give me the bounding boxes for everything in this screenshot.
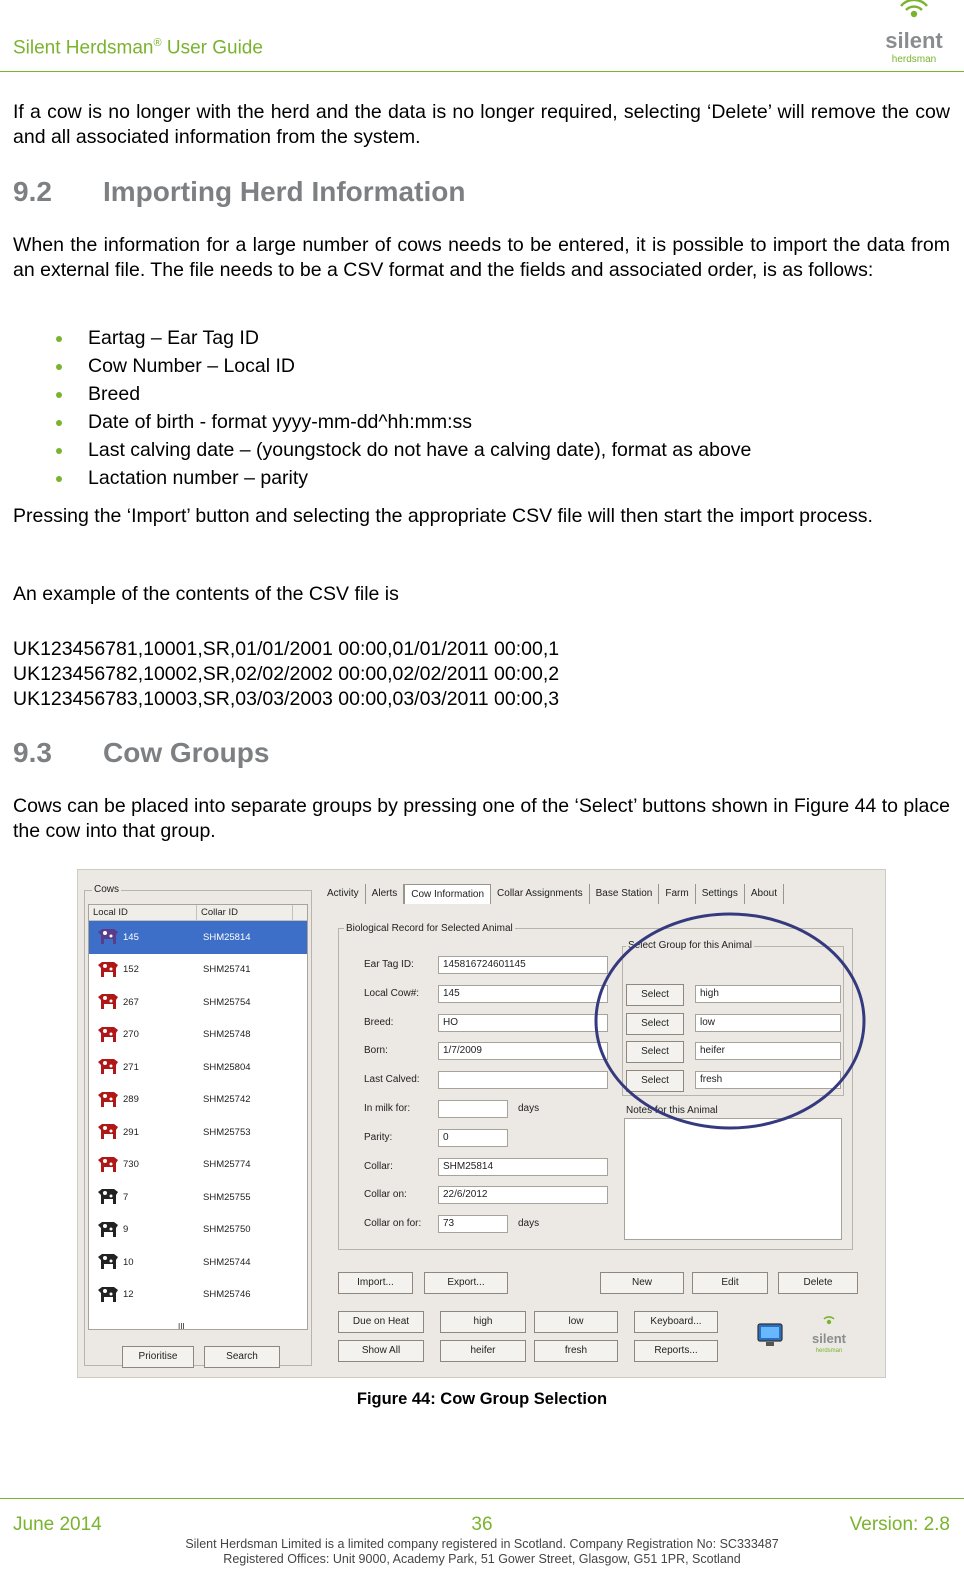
list-item: Eartag – Ear Tag ID: [52, 324, 751, 352]
cow-row[interactable]: [89, 1181, 307, 1214]
tab-farm[interactable]: Farm: [659, 884, 695, 904]
cow-collar-id: SHM25804: [203, 1061, 251, 1073]
group-select-label: Select Group for this Animal: [628, 940, 752, 951]
cow-local-id: 152: [123, 964, 139, 976]
monitor-icon[interactable]: [756, 1322, 784, 1348]
notes-label: Notes for this Animal: [626, 1105, 718, 1116]
cow-icon: [95, 1087, 121, 1113]
cow-row[interactable]: [89, 1084, 307, 1117]
silent-herdsman-mini-logo: [807, 1313, 851, 1357]
cow-icon: [95, 1184, 121, 1210]
cow-collar-id: SHM25748: [203, 1029, 251, 1041]
tab-cow-information[interactable]: Cow Information: [404, 884, 491, 904]
cow-collar-id: SHM25746: [203, 1289, 251, 1301]
search-button[interactable]: Search: [204, 1346, 280, 1368]
field-input[interactable]: SHM25814: [438, 1158, 608, 1176]
field-label: Collar:: [364, 1160, 393, 1172]
list-item: Lactation number – parity: [52, 464, 751, 492]
tab-settings[interactable]: Settings: [696, 884, 745, 904]
cow-icon: [95, 957, 121, 983]
cow-row[interactable]: [89, 1019, 307, 1052]
field-label: Local Cow#:: [364, 987, 420, 999]
import-paragraph: When the information for a large number of cows needs to be entered, it is possible to import the data from an external file. The file needs to be a CSV format and the fields and associated order, is as follows:: [13, 234, 950, 281]
due-on-heat-button[interactable]: Due on Heat: [338, 1311, 424, 1333]
list-item: Date of birth - format yyyy-mm-dd^hh:mm:ss: [52, 408, 751, 436]
svg-text:silent: silent: [885, 28, 943, 53]
field-input[interactable]: 145816724601145: [438, 956, 608, 974]
list-item: Cow Number – Local ID: [52, 352, 751, 380]
cow-local-id: 267: [123, 996, 139, 1008]
select-group-button[interactable]: Select: [626, 1013, 684, 1035]
field-input[interactable]: 1/7/2009: [438, 1042, 608, 1060]
cow-row[interactable]: [89, 1051, 307, 1084]
import-button[interactable]: Import...: [338, 1272, 413, 1294]
highlight-circle: [592, 910, 868, 1132]
figure-caption: Figure 44: Cow Group Selection: [356, 1390, 608, 1408]
field-input[interactable]: 0: [438, 1129, 508, 1147]
cow-local-id: 12: [123, 1289, 134, 1301]
cow-local-id: 7: [123, 1191, 129, 1203]
cow-row[interactable]: [89, 1116, 307, 1149]
tab-alerts[interactable]: Alerts: [366, 884, 405, 904]
cow-collar-id: SHM25774: [203, 1159, 251, 1171]
list-item: Breed: [52, 380, 751, 408]
cow-rows: [89, 921, 307, 1311]
cow-collar-id: SHM25744: [203, 1256, 251, 1268]
cow-row[interactable]: [89, 1279, 307, 1312]
cow-collar-id: SHM25742: [203, 1094, 251, 1106]
tab-base-station[interactable]: Base Station: [590, 884, 660, 904]
csv-line: UK123456782,10002,SR,02/02/2002 00:00,02/02/2011 00:00,2: [13, 663, 560, 685]
field-input[interactable]: 22/6/2012: [438, 1186, 608, 1204]
cow-collar-id: SHM25753: [203, 1126, 251, 1138]
field-label: In milk for:: [364, 1103, 411, 1114]
prioritise-button[interactable]: Prioritise: [122, 1346, 194, 1368]
list-item: Last calving date – (youngstock do not have a calving date), format as above: [52, 436, 751, 464]
filter-low-button[interactable]: low: [534, 1311, 618, 1333]
export-button[interactable]: Export...: [424, 1272, 508, 1294]
section-heading-9-2: 9.2 Importing Herd Information: [13, 176, 466, 207]
field-label: Parity:: [364, 1131, 393, 1143]
csv-line: UK123456783,10003,SR,03/03/2003 00:00,03/03/2011 00:00,3: [13, 688, 560, 710]
filter-high-button[interactable]: high: [440, 1311, 526, 1333]
cow-icon: [95, 1022, 121, 1048]
days-label: days: [518, 1103, 540, 1114]
cow-local-id: 10: [123, 1256, 134, 1268]
group-name-field[interactable]: high: [695, 985, 841, 1003]
filter-heifer-button[interactable]: heifer: [440, 1340, 526, 1362]
show-all-button[interactable]: Show All: [338, 1340, 424, 1362]
reports-button[interactable]: Reports...: [634, 1340, 718, 1362]
intro-paragraph: If a cow is no longer with the herd and the data is no longer required, selecting ‘Delete’ will remove the cow and all associated information from the system.: [13, 101, 950, 148]
col-collar-id[interactable]: Collar ID: [197, 905, 293, 920]
cow-local-id: 9: [123, 1224, 129, 1236]
filter-fresh-button[interactable]: fresh: [534, 1340, 618, 1362]
cows-group-label: Cows: [94, 884, 120, 895]
field-input[interactable]: HO: [438, 1014, 608, 1032]
select-group-button[interactable]: Select: [626, 984, 684, 1006]
new-button[interactable]: New: [600, 1272, 684, 1294]
csv-line: UK123456781,10001,SR,01/01/2001 00:00,01/01/2011 00:00,1: [13, 638, 560, 660]
cow-local-id: 145: [123, 931, 139, 943]
footer-address-line: Registered Offices: Unit 9000, Academy Park, 51 Gower Street, Glasgow, G51 1PR, Scotland: [223, 1552, 741, 1566]
cow-row[interactable]: [89, 1214, 307, 1247]
import-button-paragraph: Pressing the ‘Import’ button and selecting the appropriate CSV file will then start the import process.: [13, 505, 873, 527]
page-number: 36: [471, 1514, 493, 1535]
bio-record-label: Biological Record for Selected Animal: [346, 923, 513, 934]
cow-list[interactable]: [88, 904, 308, 1330]
edit-button[interactable]: Edit: [692, 1272, 768, 1294]
csv-example: [13, 637, 559, 712]
field-input[interactable]: 145: [438, 985, 608, 1003]
tab-activity[interactable]: Activity: [321, 884, 366, 904]
cow-list-header: [89, 905, 307, 921]
cow-icon: [95, 1282, 121, 1308]
cow-local-id: 271: [123, 1061, 139, 1073]
header-rule: [0, 71, 964, 72]
svg-text:herdsman: herdsman: [815, 1348, 843, 1354]
cow-collar-id: SHM25755: [203, 1191, 251, 1203]
col-local-id[interactable]: Local ID: [89, 905, 197, 920]
field-input[interactable]: 73: [438, 1215, 508, 1233]
cow-collar-id: SHM25754: [203, 996, 251, 1008]
field-label: Collar on for:: [364, 1218, 422, 1230]
field-label: Ear Tag ID:: [364, 959, 414, 970]
footer-company-line: Silent Herdsman Limited is a limited company registered in Scotland. Company Registration No: SC333487: [185, 1537, 779, 1551]
group-name-field[interactable]: fresh: [695, 1071, 841, 1089]
field-label: Collar on:: [364, 1189, 407, 1201]
field-label: Breed:: [364, 1016, 394, 1028]
cow-local-id: 270: [123, 1029, 139, 1041]
cow-local-id: 291: [123, 1126, 139, 1138]
cow-collar-id: SHM25814: [203, 931, 251, 943]
cow-icon: [95, 1152, 121, 1178]
cow-icon: [95, 1249, 121, 1275]
document-header-title: Silent Herdsman® User Guide: [13, 37, 263, 59]
cow-row[interactable]: [89, 1149, 307, 1182]
field-input[interactable]: [438, 1100, 508, 1118]
silent-herdsman-logo: [878, 0, 950, 70]
field-list: [52, 324, 751, 492]
group-name-field[interactable]: heifer: [695, 1042, 841, 1060]
delete-button[interactable]: Delete: [778, 1272, 858, 1294]
cow-icon: [95, 1119, 121, 1145]
cow-row[interactable]: [89, 921, 307, 954]
group-name-field[interactable]: low: [695, 1014, 841, 1032]
select-group-button[interactable]: Select: [626, 1041, 684, 1063]
select-group-button[interactable]: Select: [626, 1070, 684, 1092]
svg-text:silent: silent: [812, 1331, 846, 1346]
cow-icon: [95, 1217, 121, 1243]
cow-groups-paragraph: Cows can be placed into separate groups by pressing one of the ‘Select’ buttons shown in Figure 44 to place the cow into that group.: [13, 795, 950, 842]
cow-local-id: 289: [123, 1094, 139, 1106]
cow-icon: [95, 924, 121, 950]
field-label: Born:: [364, 1045, 388, 1057]
cow-icon: [95, 1054, 121, 1080]
cow-local-id: 730: [123, 1159, 139, 1171]
tab-collar-assignments[interactable]: Collar Assignments: [491, 884, 590, 904]
footer-date: June 2014: [13, 1514, 102, 1535]
days-label: days: [518, 1218, 540, 1230]
horizontal-scrollbar[interactable]: III: [178, 1322, 185, 1331]
section-heading-9-3: 9.3 Cow Groups: [13, 737, 270, 768]
field-label: Last Calved:: [364, 1074, 420, 1086]
cow-collar-id: SHM25750: [203, 1224, 251, 1236]
footer-version: Version: 2.8: [849, 1514, 950, 1535]
footer-rule: [0, 1498, 964, 1499]
svg-text:herdsman: herdsman: [891, 54, 937, 65]
keyboard-button[interactable]: Keyboard...: [634, 1311, 718, 1333]
tab-bar: [321, 884, 784, 906]
cow-icon: [95, 989, 121, 1015]
tab-about[interactable]: About: [745, 884, 784, 904]
cow-information-screenshot: [77, 869, 886, 1378]
notes-textarea[interactable]: [624, 1118, 842, 1240]
csv-example-intro: An example of the contents of the CSV file is: [13, 583, 399, 605]
cow-collar-id: SHM25741: [203, 964, 251, 976]
cow-row[interactable]: [89, 954, 307, 987]
field-input[interactable]: [438, 1071, 608, 1089]
cow-row[interactable]: [89, 1246, 307, 1279]
cow-row[interactable]: [89, 986, 307, 1019]
